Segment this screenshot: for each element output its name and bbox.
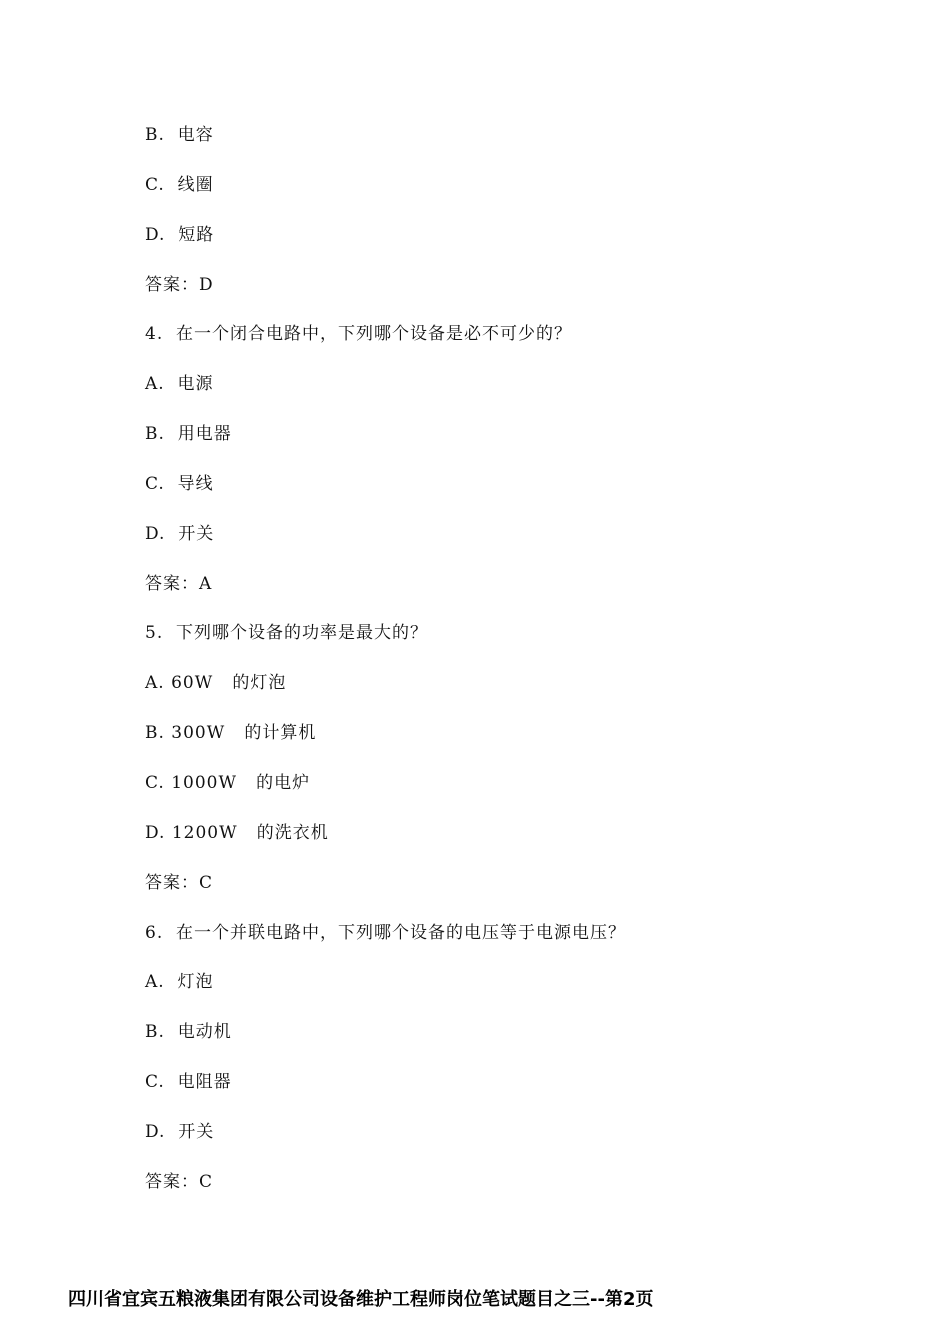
q4-option-b: B. 用电器 [145, 424, 232, 445]
question-5: 5. 下列哪个设备的功率是最大的？ [145, 623, 429, 644]
page-footer: 四川省宜宾五粮液集团有限公司设备维护工程师岗位笔试题目之三--第2页 [68, 1289, 654, 1310]
question-content [145, 122, 845, 1219]
q6-option-c: C. 电阻器 [145, 1072, 232, 1093]
answer-q3: 答案：D [145, 274, 214, 295]
q5-option-b: B. 300W 的计算机 [145, 723, 317, 744]
q4-option-d: D. 开关 [145, 523, 215, 544]
q6-option-d: D. 开关 [145, 1121, 215, 1142]
question-4: 4. 在一个闭合电路中，下列哪个设备是必不可少的？ [145, 324, 573, 345]
q5-option-c: C. 1000W 的电炉 [145, 772, 311, 793]
option-b-capacitor: B. 电容 [145, 125, 214, 145]
q6-option-b: B. 电动机 [145, 1022, 232, 1043]
answer-q5: 答案：C [145, 872, 214, 893]
q5-option-a: A. 60W 的灯泡 [145, 673, 287, 694]
q6-option-a: A. 灯泡 [145, 972, 214, 993]
option-d-short-circuit: D. 短路 [145, 224, 215, 245]
answer-q6: 答案：C [145, 1171, 214, 1192]
q5-option-d: D. 1200W 的洗衣机 [145, 822, 329, 843]
q4-option-a: A. 电源 [145, 374, 214, 395]
option-c-coil: C. 线圈 [145, 174, 214, 195]
answer-q4: 答案：A [145, 573, 213, 594]
question-6: 6. 在一个并联电路中，下列哪个设备的电压等于电源电压？ [145, 922, 627, 943]
q4-option-c: C. 导线 [145, 473, 214, 494]
